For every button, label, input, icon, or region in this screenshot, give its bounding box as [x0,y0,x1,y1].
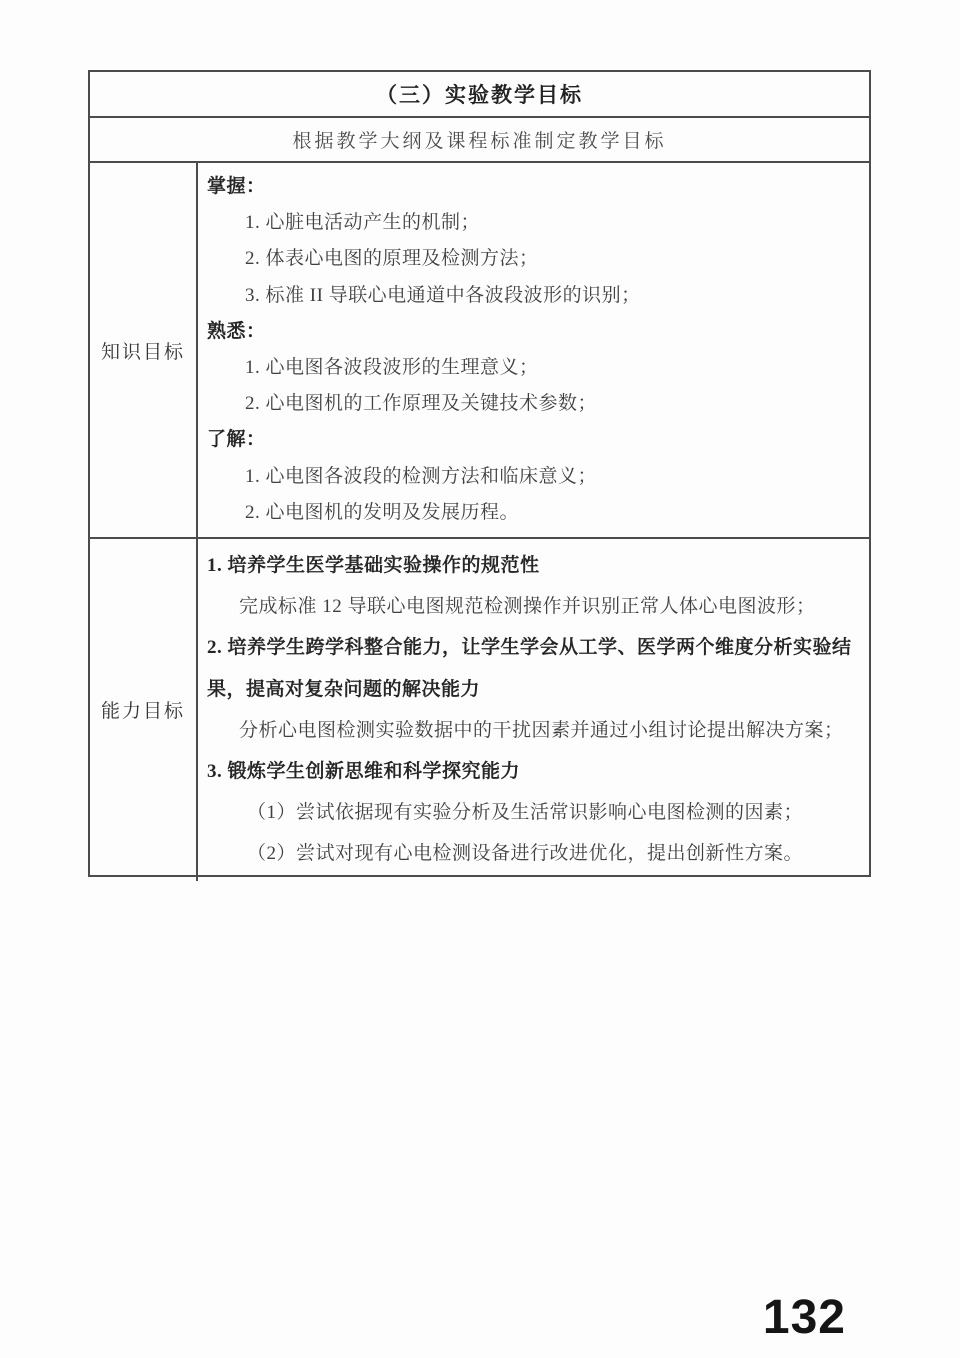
ability-objectives-row [90,539,869,875]
content-line: 分析心电图检测实验数据中的干扰因素并通过小组讨论提出解决方案； [239,719,844,741]
content-line: （1）尝试依据现有实验分析及生活常识影响心电图检测的因素； [247,802,804,824]
knowledge-objectives-content [198,163,869,537]
content-line: 掌握： [207,176,266,197]
content-line: 1. 心脏电活动产生的机制； [245,212,481,234]
table-title: （三）实验教学目标 [376,83,583,107]
content-line: 熟悉： [207,320,266,342]
content-line: 1. 心电图各波段波形的生理意义； [245,357,539,379]
table-subtitle-row [90,118,869,163]
page-number: 132 [762,1291,846,1344]
content-line: 1. 培养学生医学基础实验操作的规范性 [207,555,540,576]
ability-objectives-label: 能力目标 [90,539,198,881]
content-line: 完成标准 12 导联心电图规范检测操作并识别正常人体心电图波形； [239,596,816,618]
content-line: 3. 标准 II 导联心电通道中各波段波形的识别； [245,284,641,306]
knowledge-objectives-label: 知识目标 [90,163,198,537]
content-line: 2. 体表心电图的原理及检测方法； [245,248,539,270]
knowledge-objectives-row [90,163,869,539]
content-line: 1. 心电图各波段的检测方法和临床意义； [245,465,598,487]
content-line: 2. 心电图机的工作原理及关键技术参数； [245,393,598,415]
content-line: 2. 培养学生跨学科整合能力，让学生学会从工学、医学两个维度分析实验结果，提高对复杂问题的解决能力 [207,637,852,700]
content-line: 了解： [207,429,266,451]
content-line: （2）尝试对现有心电检测设备进行改进优化，提出创新性方案。 [247,843,804,865]
objectives-table [88,70,871,877]
content-line: 2. 心电图机的发明及发展历程。 [245,501,520,523]
table-subtitle: 根据教学大纲及课程标准制定教学目标 [292,131,667,152]
ability-objectives-content [198,539,869,881]
content-line: 3. 锻炼学生创新思维和科学探究能力 [207,761,521,783]
table-title-row [90,72,869,118]
